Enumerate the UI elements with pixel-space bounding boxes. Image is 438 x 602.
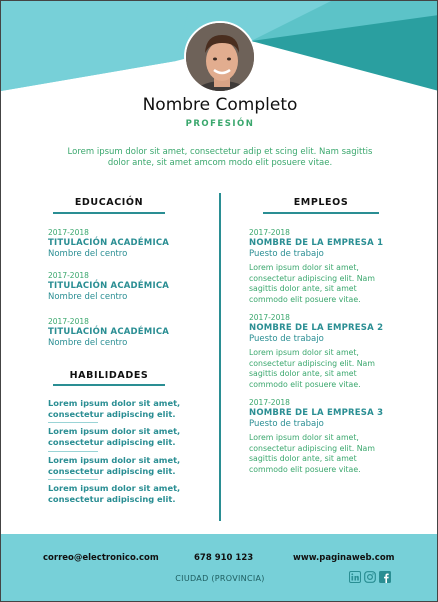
facebook-icon[interactable] <box>379 571 391 583</box>
education-degree: TITULACIÓN ACADÉMICA <box>48 238 170 248</box>
footer-phone[interactable]: 678 910 123 <box>194 553 254 563</box>
job-company: NOMBRE DE LA EMPRESA 1 <box>249 238 384 248</box>
education-degree: TITULACIÓN ACADÉMICA <box>48 327 170 337</box>
avatar <box>184 21 256 93</box>
skills-rule <box>53 384 165 386</box>
education-years: 2017-2018 <box>48 228 89 237</box>
footer-bar <box>1 534 438 602</box>
job-years: 2017-2018 <box>249 228 290 237</box>
footer-email[interactable]: correo@electronico.com <box>43 553 159 563</box>
column-divider <box>219 193 221 521</box>
instagram-icon[interactable] <box>364 571 376 583</box>
jobs-rule <box>263 212 379 214</box>
job-company: NOMBRE DE LA EMPRESA 3 <box>249 408 384 418</box>
education-school: Nombre del centro <box>48 338 128 348</box>
job-company: NOMBRE DE LA EMPRESA 2 <box>249 323 384 333</box>
skills-title: HABILIDADES <box>69 370 149 381</box>
skill-divider <box>48 422 98 423</box>
profession: PROFESIÓN <box>185 119 255 129</box>
skill-item: Lorem ipsum dolor sit amet, consectetur adipiscing elit. <box>48 426 181 447</box>
job-position: Puesto de trabajo <box>249 249 324 259</box>
intro-text: Lorem ipsum dolor sit amet, consectetur adip et scing elit. Nam sagittis dolor ante, sit amet amcom modo elit posuere vitae. <box>67 147 373 168</box>
education-school: Nombre del centro <box>48 249 128 259</box>
education-school: Nombre del centro <box>48 292 128 302</box>
education-degree: TITULACIÓN ACADÉMICA <box>48 281 170 291</box>
job-description: Lorem ipsum dolor sit amet, consectetur adipiscing elit. Nam sagittis dolor ante, sit amet commodo elit posuere vitae. <box>249 263 375 304</box>
skill-item: Lorem ipsum dolor sit amet, consectetur adipiscing elit. <box>48 483 181 504</box>
job-position: Puesto de trabajo <box>249 334 324 344</box>
footer-website[interactable]: www.paginaweb.com <box>293 553 395 563</box>
full-name: Nombre Completo <box>142 95 298 115</box>
skill-divider <box>48 451 98 452</box>
footer-city: CIUDAD (PROVINCIA) <box>175 574 265 583</box>
skill-item: Lorem ipsum dolor sit amet, consectetur adipiscing elit. <box>48 398 181 419</box>
education-years: 2017-2018 <box>48 317 89 326</box>
job-years: 2017-2018 <box>249 398 290 407</box>
skill-divider <box>48 479 98 480</box>
job-years: 2017-2018 <box>249 313 290 322</box>
job-description: Lorem ipsum dolor sit amet, consectetur adipiscing elit. Nam sagittis dolor ante, sit amet commodo elit posuere vitae. <box>249 348 375 389</box>
jobs-title: EMPLEOS <box>293 197 349 208</box>
job-description: Lorem ipsum dolor sit amet, consectetur adipiscing elit. Nam sagittis dolor ante, sit amet commodo elit posuere vitae. <box>249 433 375 474</box>
job-position: Puesto de trabajo <box>249 419 324 429</box>
education-years: 2017-2018 <box>48 271 89 280</box>
education-rule <box>53 212 165 214</box>
linkedin-icon[interactable] <box>349 571 361 583</box>
skill-item: Lorem ipsum dolor sit amet, consectetur adipiscing elit. <box>48 455 181 476</box>
education-title: EDUCACIÓN <box>74 197 144 208</box>
